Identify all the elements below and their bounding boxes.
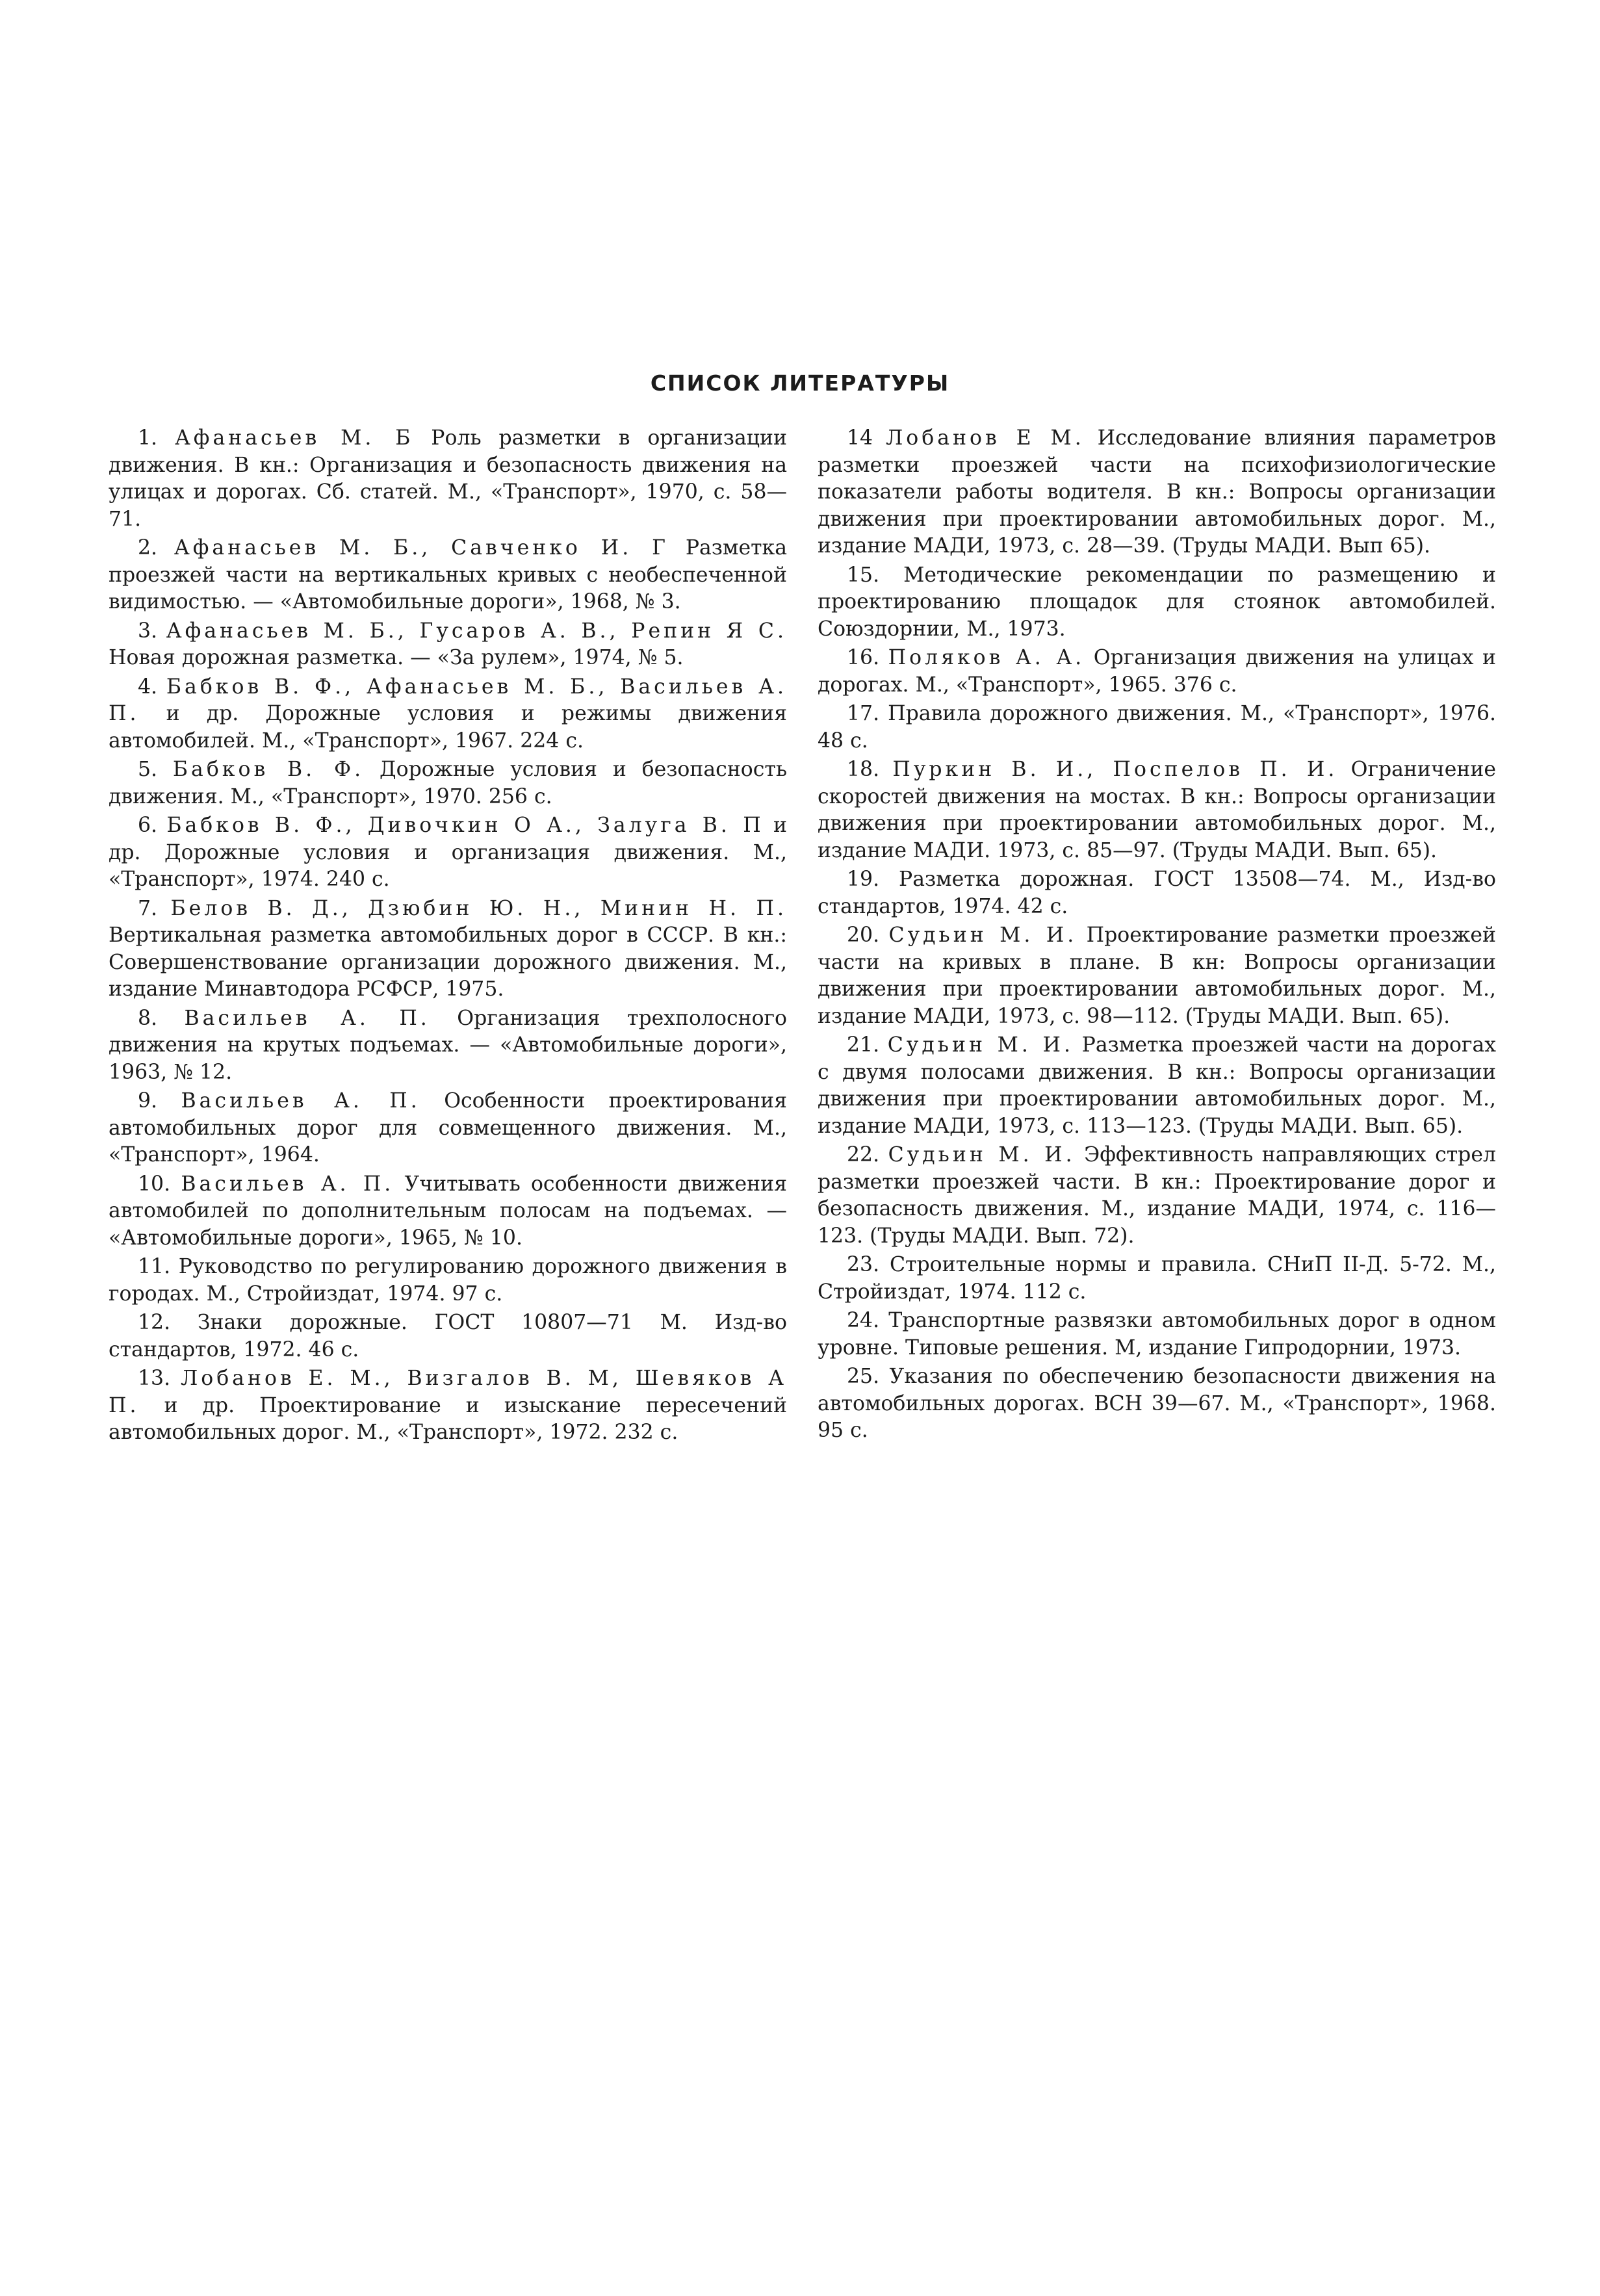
reference-17: 17. Правила дорожного движения. М., «Транспорт», 1976. 48 с. xyxy=(818,702,1496,753)
reference-1: 1. Афанасьев М. Б Роль разметки в организации движения. В кн.: Организация и безопасность движения на улицах и дорогах. Сб. статей. М., «Транспорт», 1970, с. 58—71. xyxy=(109,426,787,531)
reference-19: 19. Разметка дорожная. ГОСТ 13508—74. М., Изд-во стандартов, 1974. 42 с. xyxy=(818,868,1496,918)
reference-7: 7. Белов В. Д., Дзюбин Ю. Н., Минин Н. П. Вертикальная разметка автомобильных дорог в СССР. В кн.: Совершенствование организации дорожного движения. М., издание Минавтодора РСФСР, 1975. xyxy=(109,896,787,1001)
reference-3: 3. Афанасьев М. Б., Гусаров А. В., Репин Я С. Новая дорожная разметка. — «За рулем», 1974, № 5. xyxy=(109,619,787,669)
references-column-left xyxy=(109,425,787,1449)
reference-21: 21. Судьин М. И. Разметка проезжей части на дорогах с двумя полосами движения. В кн.: Вопросы организации движения при проектировании автомобильных дорог. М., издание МАДИ, 1973, с. 113—123. (Труды МАДИ. Вып. 65). xyxy=(818,1033,1496,1138)
reference-5: 5. Бабков В. Ф. Дорожные условия и безопасность движения. М., «Транспорт», 1970. 256 с. xyxy=(109,758,787,808)
reference-2: 2. Афанасьев М. Б., Савченко И. Г Разметка проезжей части на вертикальных кривых с необеспеченной видимостью. — «Автомобильные дороги», 1968, № 3. xyxy=(109,536,788,613)
reference-25: 25. Указания по обеспечению безопасности движения на автомобильных дорогах. ВСН 39—67. М., «Транспорт», 1968. 95 с. xyxy=(818,1365,1496,1442)
reference-14: 14 Лобанов Е М. Исследование влияния параметров разметки проезжей части на психофизиологические показатели работы водителя. В кн.: Вопросы организации движения при проектировании автомобильных дорог. М., издание МАДИ, 1973, с. 28—39. (Труды МАДИ. Вып 65). xyxy=(818,426,1496,558)
references-column-right xyxy=(818,425,1496,1447)
reference-20: 20. Судьин М. И. Проектирование разметки проезжей части на кривых в плане. В кн: Вопросы организации движения при проектировании автомобильных дорог. М., издание МАДИ, 1973, с. 98—112. (Труды МАДИ. Вып. 65). xyxy=(818,923,1496,1028)
page-title: СПИСОК ЛИТЕРАТУРЫ xyxy=(650,370,950,396)
reference-22: 22. Судьин М. И. Эффективность направляющих стрел разметки проезжей части. В кн.: Проектирование дорог и безопасность движения. М., издание МАДИ, 1974, с. 116—123. (Труды МАДИ. Вып. 72). xyxy=(818,1143,1496,1248)
reference-12: 12. Знаки дорожные. ГОСТ 10807—71 М. Изд-во стандартов, 1972. 46 с. xyxy=(109,1311,787,1361)
reference-10: 10. Васильев А. П. Учитывать особенности движения автомобилей по дополнительным полосам на подъемах. — «Автомобильные дороги», 1965, № 10. xyxy=(109,1172,788,1250)
reference-24: 24. Транспортные развязки автомобильных дорог в одном уровне. Типовые решения. М, издание Гипродорнии, 1973. xyxy=(818,1309,1496,1360)
reference-23: 23. Строительные нормы и правила. СНиП II-Д. 5-72. М., Стройиздат, 1974. 112 с. xyxy=(818,1253,1497,1304)
reference-8: 8. Васильев А. П. Организация трехполосного движения на крутых подъемах. — «Автомобильные дороги», 1963, № 12. xyxy=(109,1006,788,1084)
reference-4: 4. Бабков В. Ф., Афанасьев М. Б., Васильев А. П. и др. Дорожные условия и режимы движения автомобилей. М., «Транспорт», 1967. 224 с. xyxy=(109,675,787,753)
reference-16: 16. Поляков А. А. Организация движения на улицах и дорогах. М., «Транспорт», 1965. 376 с. xyxy=(818,646,1496,697)
reference-15: 15. Методические рекомендации по размещению и проектированию площадок для стоянок автомобилей. Союздорнии, М., 1973. xyxy=(818,563,1496,641)
reference-13: 13. Лобанов Е. М., Визгалов В. М, Шевяков А П. и др. Проектирование и изыскание пересечений автомобильных дорог. М., «Транспорт», 1972. 232 с. xyxy=(109,1367,787,1444)
reference-6: 6. Бабков В. Ф., Дивочкин О А., Залуга В. П и др. Дорожные условия и организация движения. М., «Транспорт», 1974. 240 с. xyxy=(109,814,787,891)
reference-18: 18. Пуркин В. И., Поспелов П. И. Ограничение скоростей движения на мостах. В кн.: Вопросы организации движения при проектировании автомобильных дорог. М., издание МАДИ. 1973, с. 85—97. (Труды МАДИ. Вып. 65). xyxy=(818,758,1496,862)
reference-9: 9. Васильев А. П. Особенности проектирования автомобильных дорог для совмещенного движения. М., «Транспорт», 1964. xyxy=(109,1089,788,1167)
reference-11: 11. Руководство по регулированию дорожного движения в городах. М., Стройиздат, 1974. 97 с. xyxy=(109,1255,787,1306)
